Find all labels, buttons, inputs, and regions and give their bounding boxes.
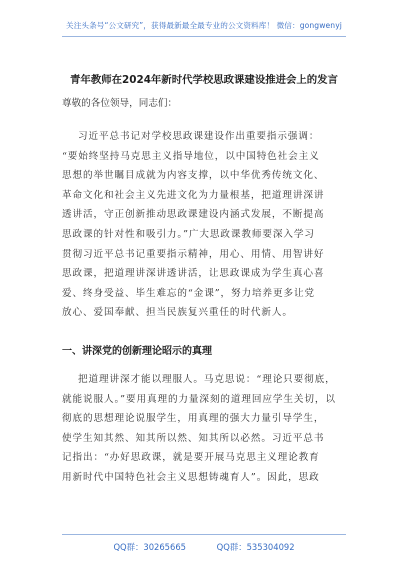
header-divider bbox=[62, 36, 346, 37]
paragraph-line: 思政课，把道理讲深讲透讲活，让思政课成为学生真心喜 bbox=[62, 268, 325, 280]
paragraph-line: 彻底的思想理论说服学生，用真理的强大力量引导学生， bbox=[62, 413, 325, 425]
paragraph-line: “要始终坚持马克思主义指导地位，以中国特色社会主义 bbox=[62, 150, 320, 162]
footer-qq-group-2: QQ群：535304092 bbox=[216, 542, 295, 552]
document-title: 青年教师在2024年新时代学校思政课建设推进会上的发言 bbox=[70, 74, 338, 86]
paragraph-line: 放心、爱国奉献、担当民族复兴重任的时代新人。 bbox=[62, 307, 293, 319]
paragraph-line: 思政课的针对性和吸引力。”广大思政课教师要深入学习 bbox=[62, 228, 315, 240]
header-banner: 关注头条号“公文研究”，获得最新最全最专业的公文资料库！ 微信：gongwenyj bbox=[66, 21, 342, 30]
paragraph-line: 把道理讲深才能以理服人。马克思说：“理论只要彻底， bbox=[78, 374, 336, 385]
paragraph-1 bbox=[62, 127, 352, 323]
section-heading: 一、讲深党的创新理论昭示的真理 bbox=[62, 346, 212, 357]
paragraph-2 bbox=[62, 370, 352, 488]
paragraph-line: 就能说服人。”要用真理的力量深刻的道理回应学生关切，以 bbox=[62, 393, 336, 405]
salutation: 尊敬的各位领导，同志们： bbox=[62, 98, 178, 109]
paragraph-line: 习近平总书记对学校思政课建设作出重要指示强调： bbox=[78, 131, 320, 142]
paragraph-line: 使学生知其然、知其所以然、知其所以必然。习近平总书 bbox=[62, 432, 325, 444]
paragraph-line: 透讲活，守正创新推动思政课建设内涵式发展，不断提高 bbox=[62, 209, 325, 221]
paragraph-line: 爱、终身受益、毕生难忘的“金课”，努力培养更多让党 bbox=[62, 287, 315, 299]
paragraph-line: 思想的举世瞩目成就为内容支撑，以中华优秀传统文化、 bbox=[62, 170, 325, 182]
footer-qq-group-1: QQ群：30265665 bbox=[113, 542, 186, 552]
paragraph-line: 记指出：“办好思政课，就是要开展马克思主义理论教育 bbox=[62, 452, 320, 464]
footer bbox=[0, 541, 408, 553]
footer-divider bbox=[62, 534, 346, 535]
paragraph-line: 革命文化和社会主义先进文化为力量根基，把道理讲深讲 bbox=[62, 189, 325, 201]
paragraph-line: 用新时代中国特色社会主义思想铸魂育人”。因此，思政 bbox=[62, 471, 320, 483]
paragraph-line: 贯彻习近平总书记重要指示精神，用心、用情、用智讲好 bbox=[62, 248, 325, 260]
